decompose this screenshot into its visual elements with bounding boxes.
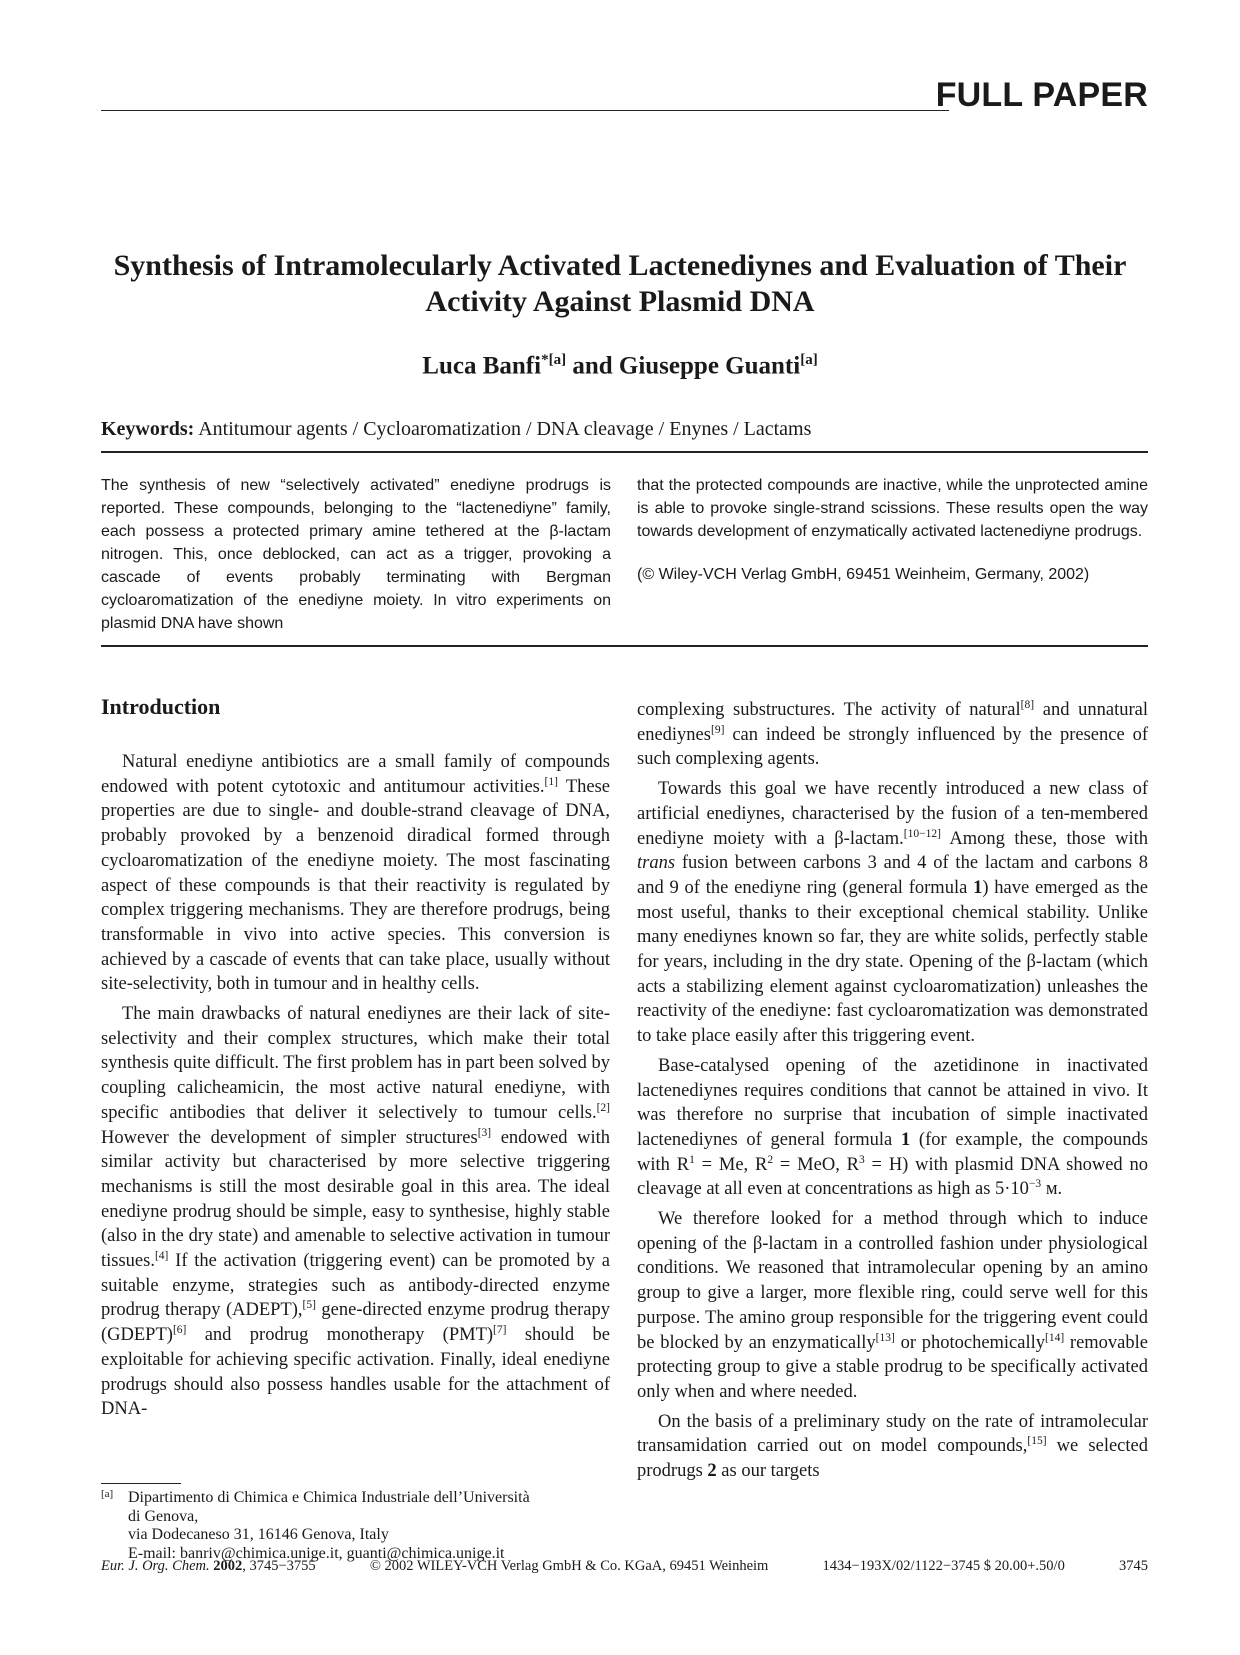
superscript: 3 bbox=[858, 1153, 865, 1166]
author-2-affiliation-mark: [a] bbox=[800, 352, 818, 368]
formula-ref: 1 bbox=[973, 877, 983, 898]
author-2-name: Giuseppe Guanti bbox=[618, 352, 801, 380]
paragraph-4 bbox=[637, 777, 1148, 1049]
footnote-line-1: Dipartimento di Chimica e Chimica Industriale dell’Università bbox=[128, 1489, 530, 1506]
footnote-line-2: di Genova, bbox=[128, 1507, 199, 1525]
text-run: Natural enediyne antibiotics are a small family of compounds endowed with potent cytotoxic and antitumour activities. bbox=[101, 752, 610, 797]
citation-10-12: [10−12] bbox=[903, 827, 941, 840]
formula-ref: 1 bbox=[900, 1129, 911, 1150]
paragraph-7 bbox=[637, 1410, 1148, 1484]
abstract-text-left: The synthesis of new “selectively activated” enediyne prodrugs is reported. These compounds, belonging to the “lactenediyne” family, each possess a protected primary amine tethered at the β-lactam nitrogen. This, once deblocked, can act as a trigger, provoking a cascade of events probably terminating with Bergman cycloaromatization of the enediyne moiety. In vitro experiments on plasmid DNA have shown bbox=[101, 477, 611, 632]
title-line-2: Activity Against Plasmid DNA bbox=[425, 285, 815, 318]
keywords-label: Keywords: bbox=[101, 418, 195, 440]
footer-journal: Eur. J. Org. Chem. bbox=[101, 1558, 210, 1574]
citation-7: [7] bbox=[493, 1324, 507, 1337]
text-run: If the activation (triggering event) can be promoted by a suitable enzyme, strategies such as antibody-directed enzyme prodrug therapy (ADEPT), bbox=[101, 1251, 610, 1321]
keywords-text: Antitumour agents / Cycloaromatization / DNA cleavage / Enynes / Lactams bbox=[198, 418, 812, 440]
footer-citation bbox=[101, 1558, 316, 1575]
text-run: complexing substructures. The activity of natural bbox=[637, 700, 1021, 720]
citation-2: [2] bbox=[596, 1101, 610, 1114]
citation-14: [14] bbox=[1045, 1331, 1065, 1344]
exponent: −3 bbox=[1028, 1178, 1042, 1191]
text-run: = MeO, R bbox=[773, 1154, 859, 1175]
text-run: Base-catalysed opening of the azetidinone in inactivated lactenediynes requires conditions that cannot be attained in vivo. It was therefore no surprise that incubation of simple inactivated lactenediynes of general formula bbox=[637, 1055, 1148, 1150]
text-run: can indeed be strongly influenced by the presence of such complexing agents. bbox=[637, 724, 1148, 770]
citation-13: [13] bbox=[875, 1331, 895, 1344]
footer-issn: 1434−193X/02/1122−3745 $ 20.00+.50/0 bbox=[822, 1558, 1065, 1574]
text-run: we selected prodrugs bbox=[637, 1436, 1148, 1482]
text-run: endowed with similar activity but characterised by more selective triggering mechanisms is still the most desirable goal in this area. The ideal enediyne prodrug should be simple, easy to synthesise, highly stable (also in the dry state) and amenable to selective activation in tumour tissues. bbox=[101, 1127, 610, 1272]
section-label: FULL PAPER bbox=[935, 76, 1148, 114]
text-run: The main drawbacks of natural enediynes are their lack of site-selectivity and their complex structures, which make their total synthesis quite difficult. The first problem has in part been solved by coupling calicheamicin, the most active natural enediyne, with specific antibodies that deliver it selectively to tumour cells. bbox=[101, 1004, 611, 1123]
superscript: 1 bbox=[689, 1153, 695, 1166]
abstract-copyright: (© Wiley-VCH Verlag GmbH, 69451 Weinheim, Germany, 2002) bbox=[637, 566, 1090, 583]
body-column-right bbox=[637, 698, 1148, 1484]
text-run: should be exploitable for achieving specific activation. Finally, ideal enediyne prodrugs should also possess handles usable for the attachment of DNA- bbox=[101, 1325, 610, 1420]
affiliation-footnote bbox=[101, 1489, 621, 1563]
paragraph-5 bbox=[637, 1054, 1148, 1202]
author-1-name: Luca Banfi bbox=[422, 352, 542, 380]
footer-pages: , 3745−3755 bbox=[242, 1558, 316, 1574]
superscript: 2 bbox=[767, 1153, 774, 1166]
text-run: or photochemically bbox=[894, 1332, 1046, 1353]
text-run: and prodrug monotherapy (PMT) bbox=[186, 1325, 494, 1346]
paragraph-3 bbox=[637, 698, 1148, 772]
citation-8: [8] bbox=[1020, 698, 1035, 711]
abstract-left-column bbox=[101, 474, 611, 635]
citation-9: [9] bbox=[710, 723, 725, 736]
text-run: = H) with plasmid DNA showed no cleavage at all even at concentrations as high as 5·10 bbox=[637, 1154, 1148, 1200]
formula-ref: 2 bbox=[707, 1461, 717, 1482]
text-run: (for example, the compounds with R bbox=[637, 1129, 1148, 1175]
italic-trans: trans bbox=[637, 853, 676, 874]
citation-5: [5] bbox=[302, 1299, 316, 1312]
citation-3: [3] bbox=[477, 1126, 492, 1139]
text-run: removable protecting group to give a stable prodrug to be specifically activated only when and where needed. bbox=[637, 1332, 1148, 1402]
citation-6: [6] bbox=[172, 1324, 187, 1337]
paper-title bbox=[80, 248, 1160, 320]
text-run: = Me, R bbox=[694, 1154, 768, 1175]
text-run: Towards this goal we have recently introduced a new class of artificial enediynes, characterised by the fusion of a ten-membered enediyne moiety with a β-lactam. bbox=[637, 779, 1148, 849]
abstract-right-column bbox=[637, 474, 1148, 586]
text-run: However the development of simpler structures bbox=[101, 1127, 478, 1148]
header-rule bbox=[101, 110, 949, 111]
text-run: as our targets bbox=[716, 1461, 820, 1482]
title-line-1: Synthesis of Intramolecularly Activated Lactenediynes and Evaluation of Their bbox=[113, 249, 1127, 282]
footnote-line-3: via Dodecaneso 31, 16146 Genova, Italy bbox=[128, 1526, 389, 1543]
body-column-left bbox=[101, 750, 610, 1422]
footer-copyright: © 2002 WILEY-VCH Verlag GmbH & Co. KGaA, 69451 Weinheim bbox=[369, 1558, 769, 1574]
abstract-text-right: that the protected compounds are inactive, while the unprotected amine is able to provoke single-strand scissions. These results open the way towards development of enzymatically activated lactenediyne prodrugs. bbox=[637, 477, 1148, 540]
footnote-mark: [a] bbox=[101, 1488, 114, 1500]
author-1-affiliation-mark: *[a] bbox=[541, 352, 567, 368]
footnote-rule bbox=[101, 1483, 181, 1484]
text-run: These properties are due to single- and double-strand cleavage of DNA, probably provoked by a benzenoid diradical formed through cycloaromatization of the enediyne moiety. The most fascinating aspect of these compounds is that their reactivity is regulated by complex triggering mechanisms. They are therefore prodrugs, being transformable in vivo into active species. This conversion is achieved by a cascade of events that can take place, usually without site-selectivity, both in tumour and in healthy cells. bbox=[101, 776, 610, 995]
text-run: gene-directed enzyme prodrug therapy (GDEPT) bbox=[101, 1300, 610, 1346]
paragraph-6 bbox=[637, 1207, 1148, 1405]
abstract-rule bbox=[101, 645, 1148, 647]
author-list bbox=[80, 352, 1160, 380]
footer-page-number: 3745 bbox=[1119, 1558, 1148, 1574]
paragraph-2 bbox=[101, 1002, 610, 1422]
citation-15: [15] bbox=[1027, 1435, 1047, 1448]
citation-1: [1] bbox=[544, 775, 558, 788]
keywords bbox=[101, 418, 811, 441]
footer-year: 2002 bbox=[213, 1558, 243, 1574]
text-run: and unnatural enediynes bbox=[637, 700, 1149, 745]
text-run: fusion between carbons 3 and 4 of the lactam and carbons 8 and 9 of the enediyne ring (general formula bbox=[637, 853, 1148, 898]
keywords-rule bbox=[101, 451, 1148, 453]
text-run: We therefore looked for a method through which to induce opening of the β-lactam in a controlled fashion under physiological conditions. We reasoned that intramolecular opening by an amino group to give a larger, more flexible ring, could serve well for this purpose. The amino group responsible for the triggering event could be blocked by an enzymatically bbox=[637, 1209, 1148, 1353]
section-heading-introduction: Introduction bbox=[101, 694, 221, 719]
text-run: ) have emerged as the most useful, thanks to their exceptional chemical stability. Unlike many enediynes known so far, they are white solids, perfectly stable for years, including in the dry state. Opening of the β-lactam (which acts a stabilizing element against cycloaromatization) unleashes the reactivity of the enediyne: fast cycloaromatization was demonstrated to take place easily after this triggering event. bbox=[637, 877, 1148, 1047]
text-run: Among these, those with bbox=[940, 828, 1148, 849]
paragraph-1 bbox=[101, 750, 610, 997]
author-conjunction: and bbox=[572, 352, 613, 380]
page-footer bbox=[101, 1558, 1148, 1575]
footnote-line-4: E-mail: banriv@chimica.unige.it, guanti@chimica.unige.it bbox=[128, 1544, 505, 1562]
citation-4: [4] bbox=[154, 1249, 169, 1262]
text-run: м. bbox=[1041, 1179, 1063, 1200]
text-run: On the basis of a preliminary study on the rate of intramolecular transamidation carried out on model compounds, bbox=[637, 1411, 1148, 1457]
